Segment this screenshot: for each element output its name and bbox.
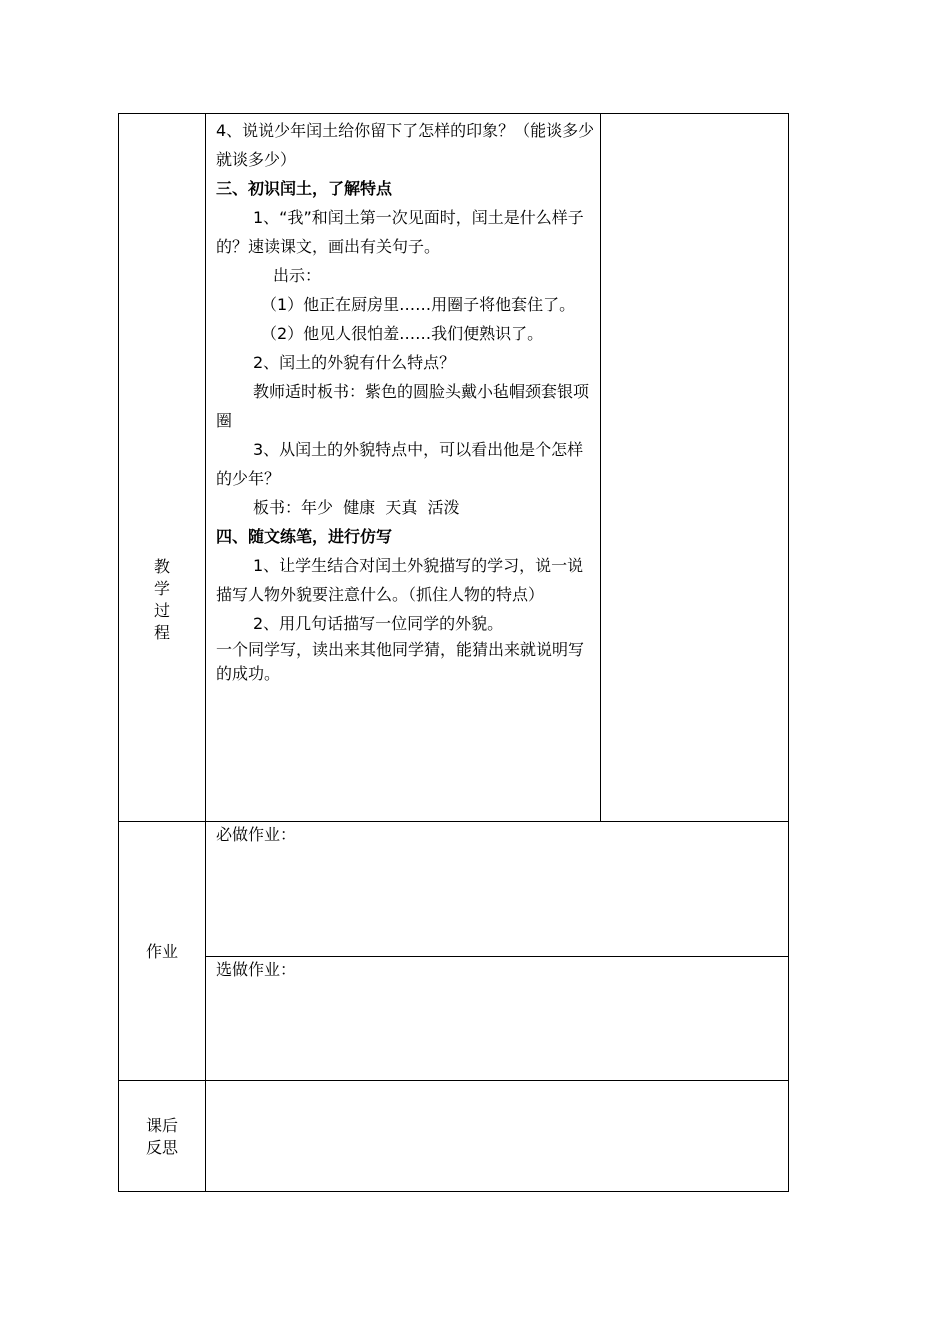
process-line-6: （2）他见人很怕羞……我们便熟识了。 xyxy=(261,324,544,343)
process-line-8: 教师适时板书：紫色的圆脸头戴小毡帽颈套银项圈 xyxy=(216,382,590,430)
table-border-left xyxy=(118,113,119,1192)
optional-homework-label: 选做作业： xyxy=(216,960,297,979)
process-line-14: 一个同学写，读出来其他同学猜，能猜出来就说明写的成功。 xyxy=(216,640,585,683)
required-homework-label: 必做作业： xyxy=(216,825,297,844)
process-line-10: 板书：年少 健康 天真 活泼 xyxy=(253,498,460,517)
homework-label: 作业 xyxy=(145,942,178,961)
table-border-right xyxy=(788,113,789,1192)
process-line-7: 2、闰土的外貌有什么特点？ xyxy=(253,353,456,372)
section-heading-3: 三、初识闰土，了解特点 xyxy=(216,179,393,198)
label-column-divider xyxy=(205,113,206,1192)
notes-column-divider xyxy=(600,113,601,822)
process-line-9: 3、从闰土的外貌特点中，可以看出他是个怎样的少年？ xyxy=(216,440,584,488)
table-border-top xyxy=(118,113,789,114)
process-line-1: 4、说说少年闰土给你留下了怎样的印象？（能谈多少就谈多少） xyxy=(216,121,595,169)
process-line-4: 出示： xyxy=(273,266,322,285)
process-line-3: 1、“我”和闰土第一次见面时，闰土是什么样子的？速读课文，画出有关句子。 xyxy=(216,208,584,256)
teaching-process-content xyxy=(216,116,596,686)
reflection-label: 课后 反思 xyxy=(145,1116,178,1157)
row-divider-process-homework xyxy=(118,821,789,822)
row-divider-homework-reflection xyxy=(118,1080,789,1081)
row-divider-required-optional xyxy=(205,956,789,957)
teaching-process-label: 教 学 过 程 xyxy=(153,557,170,642)
section-heading-4: 四、随文练笔，进行仿写 xyxy=(216,527,393,546)
process-line-5: （1）他正在厨房里……用圈子将他套住了。 xyxy=(261,295,576,314)
process-line-12: 1、让学生结合对闰土外貌描写的学习，说一说描写人物外貌要注意什么。（抓住人物的特点） xyxy=(216,556,584,604)
process-line-13: 2、用几句话描写一位同学的外貌。 xyxy=(253,614,504,633)
table-border-bottom xyxy=(118,1191,789,1192)
